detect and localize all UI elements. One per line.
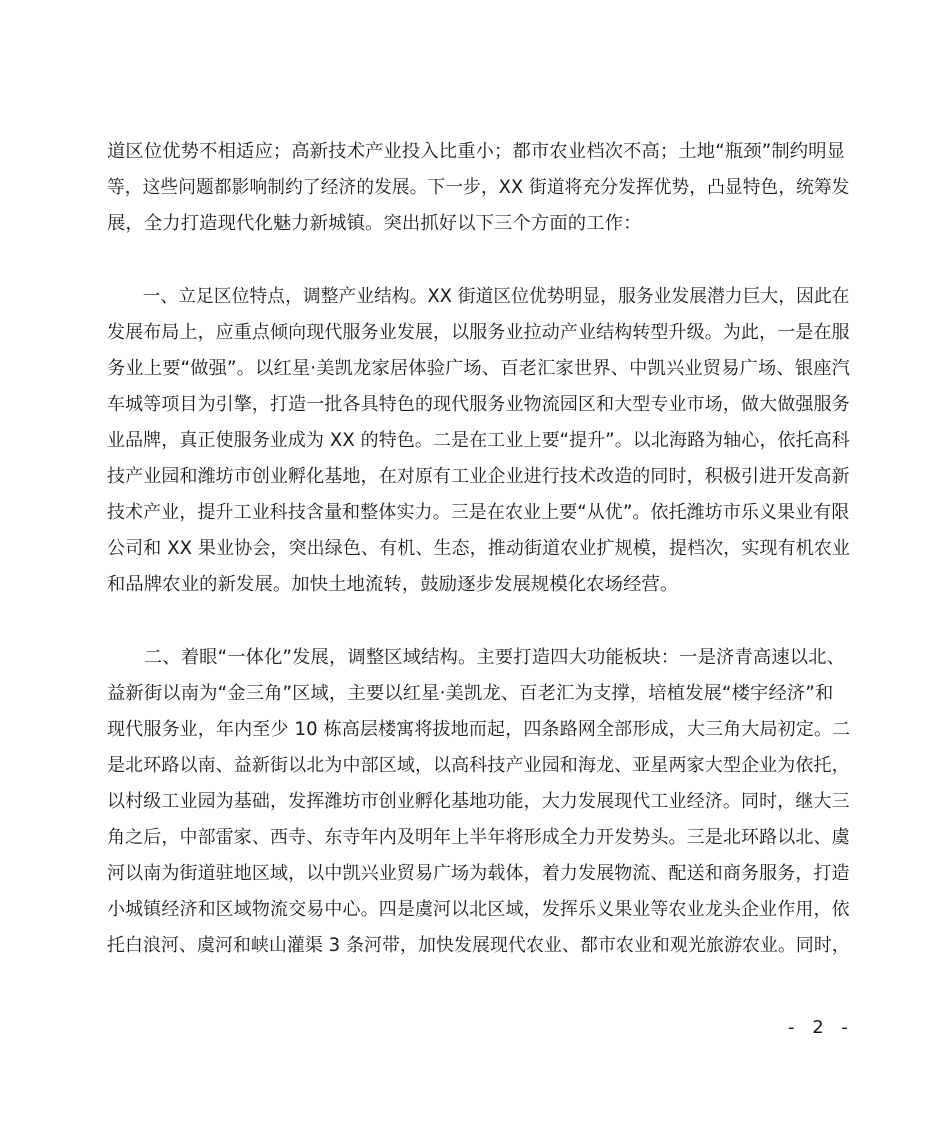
text-line: 发展布局上，应重点倾向现代服务业发展，以服务业拉动产业结构转型升级。为此，一是在服	[107, 322, 850, 343]
text-line: 托白浪河、虞河和峡山灌渠 3 条河带，加快发展现代农业、都市农业和观光旅游农业。同时，	[107, 935, 850, 956]
text-line: 和品牌农业的新发展。加快土地流转，鼓励逐步发展规模化农场经营。	[107, 574, 679, 595]
text-line: 角之后，中部雷家、西寺、东寺年内及明年上半年将形成全力开发势头。三是北环路以北、虞	[107, 827, 850, 848]
text-line: 技产业园和潍坊市创业孵化基地，在对原有工业企业进行技术改造的同时，积极引进开发高新	[107, 466, 850, 487]
paragraph-first-line: 二、着眼“一体化”发展，调整区域结构。主要打造四大功能板块：一是济青高速以北、	[107, 647, 846, 668]
text-line: 务业上要“做强”。以红星·美凯龙家居体验广场、百老汇家世界、中凯兴业贸易广场、银座汽	[107, 358, 851, 379]
text-line: 业品牌，真正使服务业成为 XX 的特色。二是在工业上要“提升”。以北海路为轴心，依托高科	[107, 430, 850, 451]
page-number: - 2 -	[788, 1017, 854, 1038]
text-line: 车城等项目为引擎，打造一批各具特色的现代服务业物流园区和大型专业市场，做大做强服务	[107, 394, 850, 415]
text-line: 以村级工业园为基础，发挥潍坊市创业孵化基地功能，大力发展现代工业经济。同时，继大三	[107, 791, 850, 812]
text-line: 公司和 XX 果业协会，突出绿色、有机、生态，推动街道农业扩规模，提档次，实现有机农业	[107, 538, 851, 559]
text-line: 是北环路以南、益新街以北为中部区域，以高科技产业园和海龙、亚星两家大型企业为依托，	[107, 755, 850, 776]
text-line: 小城镇经济和区域物流交易中心。四是虞河以北区域，发挥乐义果业等农业龙头企业作用，依	[107, 899, 850, 920]
text-line: 益新街以南为“金三角”区域，主要以红星·美凯龙、百老汇为支撑，培植发展“楼宇经济”和	[107, 683, 834, 704]
text-line: 技术产业，提升工业科技含量和整体实力。三是在农业上要“从优”。依托潍坊市乐义果业有限	[107, 502, 850, 523]
text-line: 河以南为街道驻地区域，以中凯兴业贸易广场为载体，着力发展物流、配送和商务服务，打造	[107, 863, 850, 884]
text-line: 道区位优势不相适应；高新技术产业投入比重小；都市农业档次不高；土地“瓶颈”制约明显	[107, 141, 846, 162]
text-line: 现代服务业，年内至少 10 栋高层楼寓将拔地而起，四条路网全部形成，大三角大局初定。二	[107, 719, 851, 740]
paragraph-first-line: 一、立足区位特点，调整产业结构。XX 街道区位优势明显，服务业发展潜力巨大，因此在	[107, 286, 850, 307]
text-line: 展，全力打造现代化魅力新城镇。突出抓好以下三个方面的工作：	[107, 213, 642, 234]
text-line: 等，这些问题都影响制约了经济的发展。下一步，XX 街道将充分发挥优势，凸显特色，统筹发	[107, 177, 850, 198]
